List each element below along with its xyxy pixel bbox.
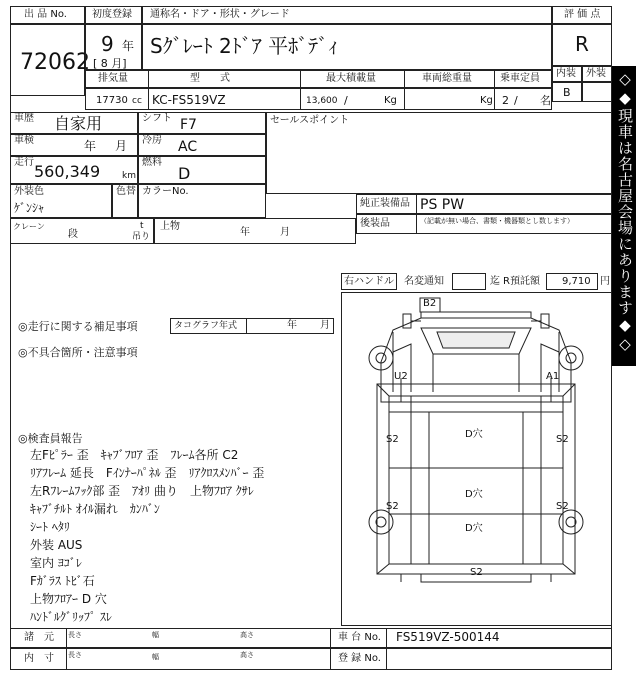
crane-hang: 吊り	[132, 232, 151, 242]
tacho-label: タコグラフ年式	[174, 321, 238, 331]
mark-s2: S2	[470, 567, 483, 578]
shift-value: F7	[180, 117, 197, 133]
width-label: 幅	[152, 653, 159, 661]
capacity-value: 2	[502, 94, 509, 107]
mark-s2: S2	[386, 434, 399, 445]
height-label: 高さ	[240, 651, 254, 659]
mark-a1: A1	[546, 371, 560, 382]
cc-unit: cc	[132, 96, 142, 106]
aftermarket-note: （記載が無い場合、書類・機器類とし数します）	[420, 217, 574, 225]
max-load-unit: Kg	[384, 95, 397, 106]
length-label: 長さ	[68, 651, 82, 659]
first-reg-year-unit: 年	[122, 39, 135, 53]
report-line: ﾘｱﾌﾚｰﾑ 延長 Fｲﾝﾅｰﾊﾟﾈﾙ 歪 ﾘｱｸﾛｽﾒﾝﾊﾞｰ 歪	[30, 466, 265, 480]
inspector-label: ◎検査員報告	[18, 432, 83, 445]
divider	[246, 318, 247, 334]
mileage-value: 560,349	[34, 162, 101, 181]
tacho-month-unit: 月	[320, 320, 330, 331]
max-load-slash: /	[344, 94, 348, 107]
mileage-unit: km	[122, 171, 136, 181]
aircon-label: 冷房	[142, 135, 162, 146]
aircon-value: AC	[178, 139, 198, 155]
mark-s2: S2	[556, 434, 569, 445]
upper-year-unit: 年	[240, 227, 250, 238]
exterior-label: 外装	[586, 68, 606, 79]
name-label: 通称名・ドア・形状・グレード	[150, 9, 290, 20]
yen-unit: 円	[600, 276, 610, 287]
location-text: ◇◆現車は名古屋会場にあります◆◇	[616, 70, 634, 354]
inspection-label: 車検	[14, 135, 34, 146]
specs-label: 諸 元	[24, 632, 54, 643]
report-line: 左Rﾌﾚｰﾑﾌｯｸ部 歪 ｱｵﾘ 曲り 上物ﾌﾛｱ ｸｻﾚ	[30, 484, 254, 498]
displacement-value: 17730	[96, 95, 128, 106]
length-label: 長さ	[68, 631, 82, 639]
mark-u2: U2	[394, 371, 408, 382]
height-label: 高さ	[240, 631, 254, 639]
mileage-label: 走行	[14, 157, 34, 168]
history-value: 自家用	[54, 114, 103, 133]
recycle-amount: 9,710	[562, 276, 591, 287]
color-label: 外装色	[14, 186, 44, 197]
divider	[330, 628, 331, 670]
fuel-label: 燃料	[142, 157, 162, 168]
capacity-slash: /	[514, 94, 518, 107]
color-change-label: 色替	[116, 186, 136, 197]
mark-d-hole: D穴	[465, 523, 483, 534]
upper-month-unit: 月	[280, 227, 290, 238]
report-line: Fｶﾞﾗｽ ﾄﾋﾞ石	[30, 574, 95, 588]
exterior-grade-cell	[582, 82, 612, 102]
mark-d-hole: D穴	[465, 489, 483, 500]
mark-s2: S2	[386, 501, 399, 512]
report-line: ｼｰﾄ ﾍﾀﾘ	[30, 520, 70, 534]
mark-s2: S2	[556, 501, 569, 512]
first-reg-month: [ 8 月]	[93, 57, 127, 70]
divider	[66, 628, 67, 670]
crane-stage: 段	[68, 229, 78, 240]
std-equipment-label: 純正装備品	[360, 198, 410, 209]
rating-value: R	[575, 32, 589, 56]
rating-label: 評 価 点	[564, 9, 601, 20]
interior-dim-label: 内 寸	[24, 653, 54, 664]
history-label: 車歴	[14, 113, 34, 124]
inspection-year-unit: 年	[84, 139, 97, 153]
model-value: KC-FS519VZ	[152, 93, 226, 107]
gross-weight-unit: Kg	[480, 95, 493, 106]
lot-number: 72062	[20, 50, 90, 75]
car-name: Sｸﾞﾚｰﾄ 2ﾄﾞｱ 平ﾎﾞﾃﾞｨ	[150, 34, 339, 58]
fuel-value: D	[178, 164, 191, 183]
inspection-month-unit: 月	[115, 139, 128, 153]
driving-notes-label: ◎走行に関する補足事項	[18, 320, 138, 333]
report-line: 外装 AUS	[30, 538, 83, 552]
capacity-unit: 名	[540, 94, 551, 107]
report-line: ｷｬﾌﾞﾁﾙﾄ ｵｲﾙ漏れ ｶﾝﾊﾞﾝ	[30, 502, 160, 516]
max-load-label: 最大積載量	[326, 73, 376, 84]
first-reg-year: 9	[101, 32, 114, 56]
name-change-box	[452, 273, 486, 290]
report-line: 左Fﾋﾟﾗｰ 歪 ｷｬﾌﾞﾌﾛｱ 歪 ﾌﾚｰﾑ各所 C2	[30, 448, 239, 462]
interior-row	[10, 648, 612, 670]
crane-ton: t	[140, 221, 144, 231]
std-equipment-value: PS PW	[420, 197, 465, 213]
chassis-value: FS519VZ-500144	[396, 630, 500, 644]
interior-label: 内装	[556, 68, 576, 79]
displacement-label: 排気量	[98, 73, 128, 84]
recycle-label: R預託額	[503, 276, 540, 287]
due-label: 迄	[490, 276, 500, 287]
mark-b2: B2	[423, 298, 437, 309]
specs-row	[10, 628, 612, 648]
report-line: 上物ﾌﾛｱｰ D 穴	[30, 592, 107, 606]
report-line: 室内 ﾖｺﾞﾚ	[30, 556, 82, 570]
name-change-label: 名変通知	[404, 276, 444, 287]
chassis-label: 車 台 No.	[338, 632, 381, 643]
crane-label: クレーン	[13, 222, 45, 231]
first-reg-label: 初度登録	[92, 9, 132, 20]
color-no-label: カラーNo.	[142, 186, 189, 197]
report-line: ﾊﾝﾄﾞﾙｸﾞﾘｯﾌﾟ ｽﾚ	[30, 610, 112, 624]
upper-label: 上物	[160, 221, 180, 232]
shift-label: シフト	[142, 113, 172, 124]
capacity-label: 乗車定員	[500, 73, 540, 84]
lot-label: 出 品 No.	[24, 9, 67, 20]
model-label: 型 式	[190, 73, 230, 84]
mark-d-hole: D穴	[465, 429, 483, 440]
gross-weight-label: 車両総重量	[422, 73, 472, 84]
interior-grade: B	[563, 86, 571, 99]
steering-value: 右ハンドル	[344, 276, 394, 287]
reg-label: 登 録 No.	[338, 653, 381, 664]
divider	[386, 628, 387, 670]
sales-point-label: セールスポイント	[270, 115, 350, 126]
tacho-year-unit: 年	[287, 320, 297, 331]
upper-cell	[154, 218, 356, 244]
aftermarket-label: 後装品	[360, 218, 390, 229]
spec-label-row	[85, 70, 552, 88]
width-label: 幅	[152, 631, 159, 639]
defects-label: ◎不具合箇所・注意事項	[18, 346, 138, 359]
location-banner	[612, 66, 636, 366]
max-load-value: 13,600	[306, 96, 338, 106]
color-value: ｹﾞﾝｼｬ	[14, 201, 45, 215]
